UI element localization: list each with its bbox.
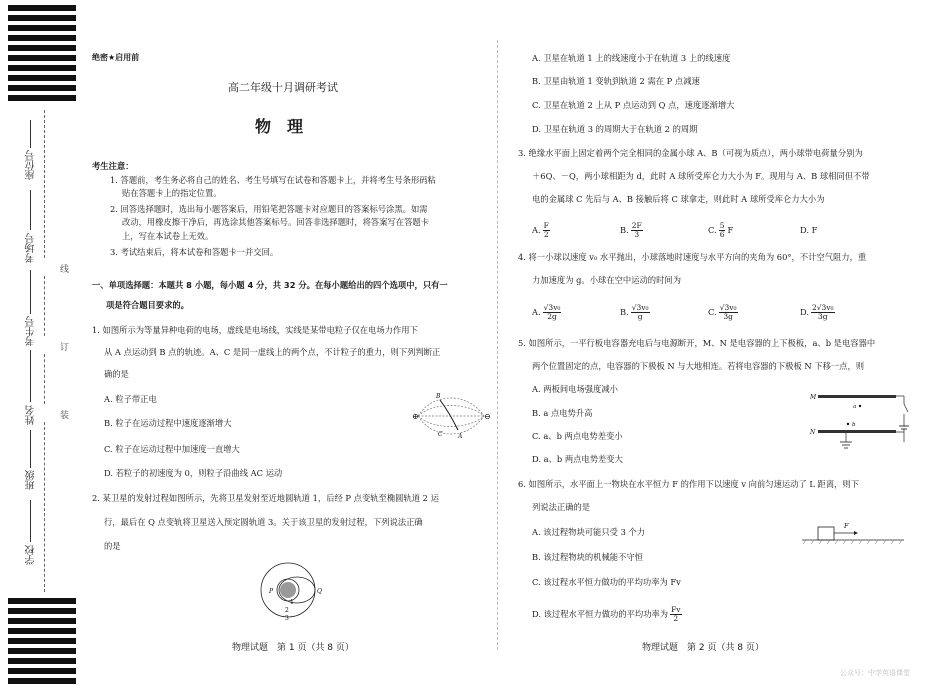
binding-stripe: [8, 75, 76, 81]
q2-stem: 行，最后在 Q 点变轨将卫星送入预定圆轨道 3。关于该卫星的发射过程，下列说法正确: [104, 517, 423, 527]
q3-option-d: D. F: [800, 225, 818, 235]
q2-option-c: C. 卫星在轨道 2 上从 P 点运动到 Q 点，速度逐渐增大: [532, 100, 735, 110]
binding-stripe: [8, 658, 76, 664]
notice-item: 上，写在本试卷上无效。: [122, 231, 214, 241]
option-label: D. 该过程水平恒力做功的平均功率为: [532, 609, 669, 619]
q3-option-b: [620, 218, 645, 242]
section-heading: 一、单项选择题：本题共 8 小题，每小题 4 分，共 32 分。在每小题给出的四个选项中，只有一: [92, 280, 448, 290]
option-label: B.: [620, 225, 629, 235]
plate-n-label: N: [810, 429, 816, 436]
cut-dash: [44, 354, 45, 404]
option-tail: F: [727, 225, 734, 235]
orbit-p-label: P: [269, 588, 274, 595]
q1-electric-field-figure: [408, 388, 494, 444]
q5-option-a: A. 两板间电场强度减小: [532, 384, 618, 394]
candidate-number-label: 考生号: [26, 316, 37, 346]
q1-option-a: A. 粒子带正电: [104, 394, 157, 404]
notice-item: 贴在答题卡上的指定位置。: [122, 188, 222, 198]
numerator: √3v₀: [543, 303, 561, 312]
q6-stem: 6. 如图所示，水平面上一物块在水平恒力 F 的作用下以速度 v 向前匀速运动了 L 距离，则下: [518, 479, 860, 489]
denominator: 3g: [818, 312, 828, 321]
binding-stripe: [8, 35, 76, 41]
school-label: 学校: [26, 545, 37, 565]
exam-title: 高二年级十月调研考试: [228, 81, 338, 94]
footer-left: 物理试题 第 1 页（共 8 页）: [232, 643, 354, 653]
binding-stripe: [8, 65, 76, 71]
q4-stem: 4. 将一小球以速度 v₀ 水平抛出，小球落地时速度与水平方向的夹角为 60°，不计空气阻力，重: [518, 252, 867, 262]
option-label: C.: [708, 225, 717, 235]
numerator: √3v₀: [631, 303, 649, 312]
q6-option-d: [532, 602, 684, 626]
q1-stem: 确的是: [104, 369, 129, 379]
q3-stem: ＋6Q、－Q，两小球相距为 d，此时 A 球所受库仑力大小为 F。现用与 A、B 球相同但不带: [532, 171, 870, 181]
q4-option-d: [800, 300, 837, 324]
option-label: D.: [800, 307, 809, 317]
notice-item: 3. 考试结束后，将本试卷和答题卡一并交回。: [110, 247, 279, 257]
denominator: 2g: [547, 312, 557, 321]
school-line: [30, 500, 31, 542]
binding-stripe: [8, 95, 76, 101]
binding-stripe: [8, 618, 76, 624]
q3-stem: 电的金属球 C 先后与 A、B 接触后将 C 球拿走，则此时 A 球所受库仑力大小为: [532, 194, 825, 204]
numerator: 5: [719, 221, 725, 230]
binding-stripe: [8, 5, 76, 11]
q3-option-a: [532, 218, 552, 242]
q4-option-b: [620, 300, 652, 324]
name-line: [30, 350, 31, 402]
exam-room-label: 考场号: [26, 233, 37, 263]
q5-capacitor-figure: [808, 390, 912, 452]
q1-stem: 1. 如图所示为等量异种电荷的电场，虚线是电场线，实线是某带电粒子仅在电场力作用下: [92, 325, 418, 335]
q6-block-figure: [800, 516, 906, 550]
binding-stripe: [8, 648, 76, 654]
q4-option-c: [708, 300, 740, 324]
option-label: A.: [532, 307, 541, 317]
q5-stem: 两个位置固定的点，电容器的下极板 N 与大地相连。若将电容器的下极板 N 下移一点，则: [532, 361, 865, 371]
fraction: [670, 606, 681, 623]
plate-m-label: M: [810, 394, 817, 401]
notice-heading: 考生注意：: [92, 161, 134, 171]
q5-option-d: D. a、b 两点电势差变大: [532, 454, 623, 464]
fraction: [811, 304, 835, 321]
notice-item: 改动，用橡皮擦干净后，再选涂其他答案标号。回答非选择题时，将答案写在答题卡: [122, 217, 429, 227]
q6-option-a: A. 该过程物块可能只受 3 个力: [532, 527, 646, 537]
q5-option-b: B. a 点电势升高: [532, 408, 593, 418]
class-line: [30, 430, 31, 468]
binding-stripe: [8, 55, 76, 61]
force-f-label: F: [844, 522, 849, 530]
denominator: 2: [673, 614, 679, 623]
point-b-label: B: [436, 393, 441, 400]
numerator: √3v₀: [719, 303, 737, 312]
name-label: 姓名: [26, 405, 37, 425]
numerator: Fv: [671, 605, 681, 614]
fraction: [719, 222, 726, 239]
q5-option-c: C. a、b 两点电势差变小: [532, 431, 623, 441]
binding-stripe: [8, 15, 76, 21]
q5-stem: 5. 如图所示，一平行板电容器充电后与电源断开，M、N 是电容器的上下极板，a、b 是电容器中: [518, 338, 876, 348]
orbit-3-label: 3: [285, 615, 289, 620]
q2-option-a: A. 卫星在轨道 1 上的线速度小于在轨道 3 上的线速度: [532, 53, 731, 63]
class-label: 班级: [26, 470, 37, 490]
cut-dash: [44, 110, 45, 258]
binding-stripe: [8, 628, 76, 634]
q4-stem: 力加速度为 g。小球在空中运动的时间为: [532, 275, 681, 285]
binding-stripe: [8, 678, 76, 684]
negative-charge-label: ⊖: [484, 412, 491, 421]
notice-item: 2. 回答选择题时，选出每小题答案后，用铅笔把答题卡对应题目的答案标号涂黑。如需: [110, 204, 428, 214]
fraction: [631, 304, 650, 321]
denominator: 3g: [723, 312, 733, 321]
orbit-1-label: 1: [290, 599, 294, 606]
fraction: [631, 222, 643, 239]
binding-strip: [0, 0, 78, 688]
seat-number-label: 座位号: [26, 150, 37, 180]
cut-mark-bind: 订: [60, 343, 70, 353]
subject-title: 物 理: [255, 117, 304, 136]
q2-stem: 2. 某卫星的发射过程如图所示，先将卫星发射至近地圆轨道 1，后经 P 点变轨至椭圆轨道 2 运: [92, 493, 439, 503]
q1-option-d: D. 若粒子的初速度为 0，则粒子沿曲线 AC 运动: [104, 468, 283, 478]
binding-stripe: [8, 608, 76, 614]
binding-stripe: [8, 85, 76, 91]
numerator: F: [543, 221, 549, 230]
q2-option-d: D. 卫星在轨道 3 的周期大于在轨道 2 的周期: [532, 124, 698, 134]
positive-charge-label: ⊕: [412, 412, 419, 421]
page-divider: [497, 40, 498, 650]
orbit-q-label: Q: [317, 588, 322, 595]
seat-number-line: [30, 120, 31, 148]
notice-item: 1. 答题前，考生务必将自己的姓名、考生号填写在试卷和答题卡上，并将考生号条形码粘: [110, 175, 436, 185]
binding-stripe: [8, 25, 76, 31]
q6-option-b: B. 该过程物块的机械能不守恒: [532, 552, 643, 562]
point-b-label: b: [852, 422, 856, 428]
binding-stripe: [8, 668, 76, 674]
q6-option-c: C. 该过程水平恒力做功的平均功率为 Fv: [532, 577, 681, 587]
q1-option-c: C. 粒子在运动过程中加速度一直增大: [104, 444, 240, 454]
cut-mark-install: 装: [60, 411, 70, 421]
option-label: C.: [708, 307, 717, 317]
cut-mark-line: 线: [60, 265, 70, 275]
watermark: 公众号：中学英语课堂: [840, 669, 910, 677]
q3-option-c: [708, 218, 733, 242]
point-a-label: A: [458, 433, 463, 440]
denominator: 6: [719, 230, 725, 239]
binding-stripe: [8, 598, 76, 604]
point-c-label: C: [438, 431, 443, 438]
q4-option-a: [532, 300, 563, 324]
denominator: 3: [634, 230, 640, 239]
point-a-label: a: [853, 404, 857, 410]
q2-option-b: B. 卫星由轨道 1 变轨到轨道 2 需在 P 点减速: [532, 76, 700, 86]
binding-stripe: [8, 638, 76, 644]
footer-right: 物理试题 第 2 页（共 8 页）: [642, 643, 764, 653]
orbit-2-label: 2: [285, 607, 289, 614]
cut-dash: [44, 422, 45, 592]
numerator: 2√3v₀: [812, 303, 834, 312]
q2-orbit-figure: [252, 560, 324, 620]
q2-stem: 的是: [104, 541, 121, 551]
cut-dash: [44, 276, 45, 336]
binding-stripe: [8, 45, 76, 51]
fraction: [543, 222, 550, 239]
q6-stem: 列说法正确的是: [532, 502, 591, 512]
numerator: 2F: [631, 221, 642, 230]
denominator: g: [637, 312, 643, 321]
option-label: B.: [620, 307, 629, 317]
option-label: A.: [532, 225, 541, 235]
secret-mark: 绝密★启用前: [92, 53, 140, 62]
exam-room-line: [30, 190, 31, 230]
candidate-number-line: [30, 270, 31, 314]
denominator: 2: [543, 230, 549, 239]
q1-option-b: B. 粒子在运动过程中速度逐渐增大: [104, 418, 232, 428]
fraction: [543, 304, 562, 321]
q3-stem: 3. 绝缘水平面上固定着两个完全相同的金属小球 A、B（可视为质点），两小球带电荷量分别为: [518, 148, 863, 158]
q1-stem: 从 A 点运动到 B 点的轨迹。A、C 是同一虚线上的两个点，不计粒子的重力，则下列判断正: [104, 347, 441, 357]
section-heading-cont: 项是符合题目要求的。: [106, 300, 189, 310]
fraction: [719, 304, 738, 321]
